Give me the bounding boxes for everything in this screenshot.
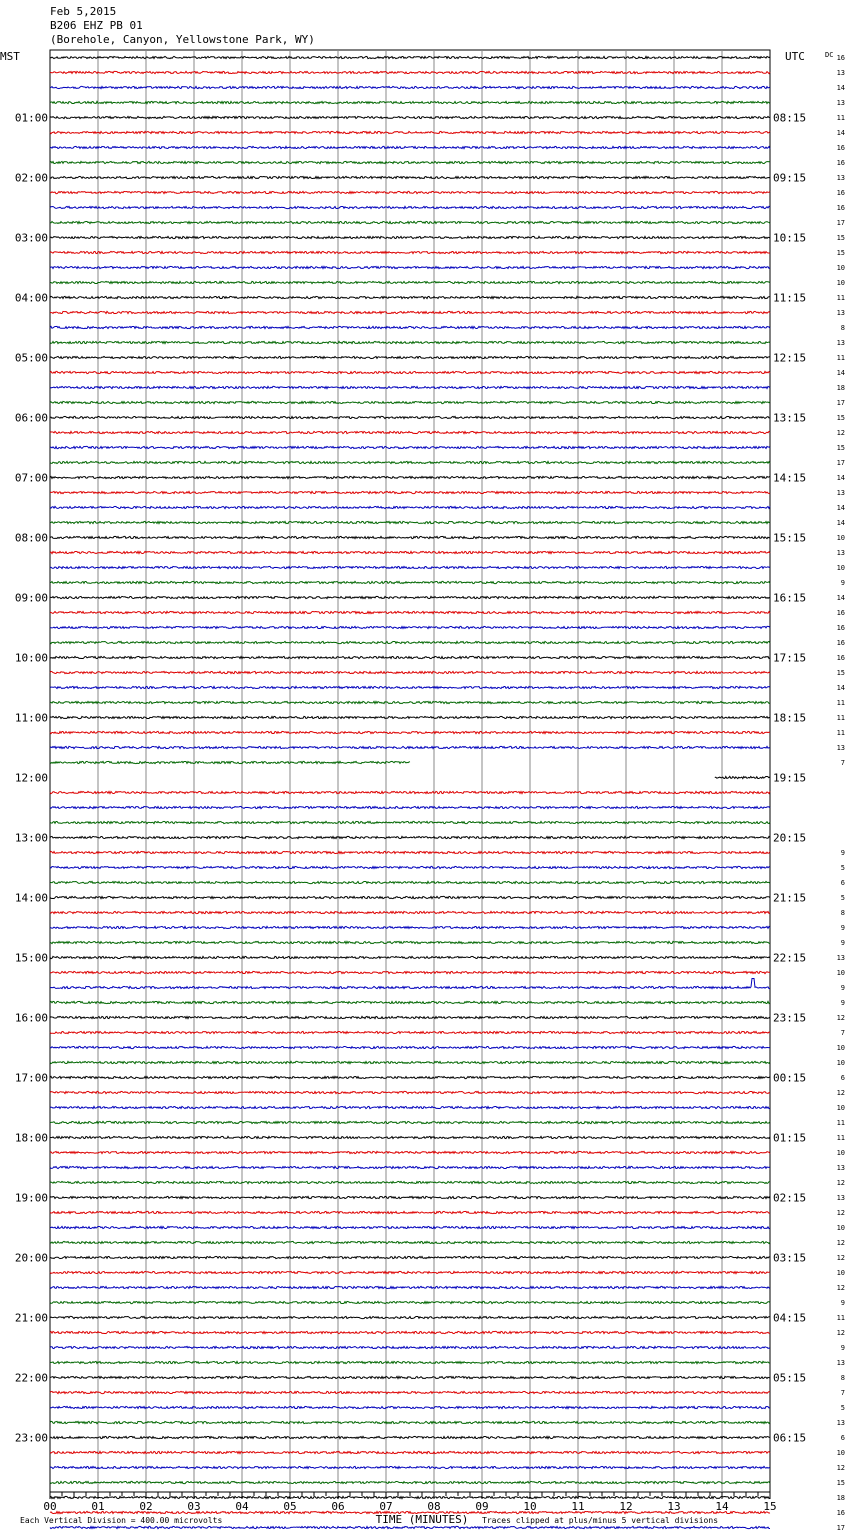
seismic-trace bbox=[50, 1331, 770, 1333]
seismic-trace bbox=[50, 341, 770, 343]
utc-hour-label: 14:15 bbox=[773, 471, 807, 485]
dc-offset-value: 10 bbox=[836, 1149, 845, 1157]
seismic-trace bbox=[50, 1211, 770, 1213]
mst-hour-label: 13:00 bbox=[14, 831, 48, 845]
dc-offset-value: 13 bbox=[836, 339, 845, 347]
seismic-trace bbox=[50, 1256, 770, 1258]
seismic-trace bbox=[50, 896, 770, 898]
seismic-trace bbox=[50, 1406, 770, 1408]
x-tick-label: 13 bbox=[667, 1500, 681, 1513]
dc-offset-value: 16 bbox=[836, 159, 845, 167]
dc-offset-value: 11 bbox=[836, 1314, 845, 1322]
utc-hour-label: 02:15 bbox=[773, 1191, 807, 1205]
dc-offset-value: 13 bbox=[836, 489, 845, 497]
utc-hour-label: 08:15 bbox=[773, 111, 807, 125]
dc-offset-value: 12 bbox=[836, 1254, 845, 1262]
mst-hour-label: 20:00 bbox=[14, 1251, 48, 1265]
seismic-trace bbox=[50, 1526, 770, 1528]
utc-hour-label: 03:15 bbox=[773, 1251, 807, 1265]
dc-offset-value: 11 bbox=[836, 354, 845, 362]
x-tick-label: 08 bbox=[427, 1500, 441, 1513]
mst-hour-label: 11:00 bbox=[14, 711, 48, 725]
x-tick-label: 14 bbox=[715, 1500, 729, 1513]
utc-hour-label: 19:15 bbox=[773, 771, 807, 785]
mst-hour-label: 15:00 bbox=[14, 951, 48, 965]
seismic-trace bbox=[50, 851, 770, 853]
seismic-trace bbox=[50, 716, 770, 718]
dc-offset-value: 11 bbox=[836, 729, 845, 737]
mst-hour-label: 16:00 bbox=[14, 1011, 48, 1025]
mst-hour-label: 18:00 bbox=[14, 1131, 48, 1145]
dc-offset-value: 16 bbox=[836, 144, 845, 152]
seismic-trace bbox=[50, 1301, 770, 1303]
seismic-trace bbox=[50, 1136, 770, 1138]
dc-offset-value: 15 bbox=[836, 669, 845, 677]
dc-offset-value: 16 bbox=[836, 54, 845, 62]
seismic-trace bbox=[50, 1361, 770, 1363]
seismic-trace bbox=[50, 281, 770, 283]
seismic-trace bbox=[50, 701, 770, 703]
dc-offset-value: 10 bbox=[836, 1449, 845, 1457]
seismic-trace bbox=[50, 116, 770, 118]
mst-hour-label: 05:00 bbox=[14, 351, 48, 365]
dc-offset-value: 17 bbox=[836, 1524, 845, 1532]
dc-offset-value: 6 bbox=[840, 1074, 845, 1082]
mst-hour-label: 04:00 bbox=[14, 291, 48, 305]
dc-offset-value: 9 bbox=[840, 1344, 845, 1352]
dc-offset-value: 13 bbox=[836, 549, 845, 557]
seismic-trace bbox=[50, 131, 770, 133]
seismic-trace bbox=[50, 431, 770, 433]
dc-offset-value: 12 bbox=[836, 1239, 845, 1247]
seismic-trace bbox=[50, 1346, 770, 1348]
dc-offset-value: 10 bbox=[836, 969, 845, 977]
dc-offset-value: 13 bbox=[836, 69, 845, 77]
dc-offset-value: 13 bbox=[836, 174, 845, 182]
dc-offset-value: 14 bbox=[836, 129, 845, 137]
mst-hour-label: 12:00 bbox=[14, 771, 48, 785]
seismic-trace bbox=[50, 1481, 770, 1483]
seismic-trace bbox=[50, 1016, 770, 1018]
utc-hour-label: 16:15 bbox=[773, 591, 807, 605]
utc-hour-label: 23:15 bbox=[773, 1011, 807, 1025]
dc-offset-value: 11 bbox=[836, 1119, 845, 1127]
mst-axis-label: MST bbox=[0, 50, 20, 63]
seismic-trace bbox=[50, 926, 770, 928]
mst-hour-label: 23:00 bbox=[14, 1431, 48, 1445]
dc-offset-value: 17 bbox=[836, 459, 845, 467]
seismic-trace bbox=[50, 101, 770, 103]
x-tick-label: 07 bbox=[379, 1500, 393, 1513]
seismic-trace bbox=[715, 776, 770, 778]
mst-hour-label: 17:00 bbox=[14, 1071, 48, 1085]
x-tick-label: 09 bbox=[475, 1500, 489, 1513]
seismic-trace bbox=[50, 236, 770, 238]
dc-offset-value: 8 bbox=[840, 324, 845, 332]
dc-offset-value: 17 bbox=[836, 219, 845, 227]
utc-hour-label: 11:15 bbox=[773, 291, 807, 305]
seismic-trace bbox=[50, 506, 770, 508]
seismic-trace bbox=[50, 956, 770, 958]
seismic-trace bbox=[50, 821, 770, 823]
x-tick-label: 00 bbox=[43, 1500, 57, 1513]
mst-hour-label: 14:00 bbox=[14, 891, 48, 905]
seismic-trace bbox=[50, 626, 770, 628]
mst-hour-label: 09:00 bbox=[14, 591, 48, 605]
seismic-trace bbox=[50, 521, 770, 523]
dc-offset-value: 14 bbox=[836, 474, 845, 482]
dc-offset-value: 9 bbox=[840, 999, 845, 1007]
dc-offset-value: 11 bbox=[836, 294, 845, 302]
utc-hour-label: 13:15 bbox=[773, 411, 807, 425]
dc-offset-value: 13 bbox=[836, 954, 845, 962]
dc-offset-value: 12 bbox=[836, 429, 845, 437]
dc-offset-value: 13 bbox=[836, 1359, 845, 1367]
dc-offset-value: 8 bbox=[840, 909, 845, 917]
station-location: (Borehole, Canyon, Yellowstone Park, WY) bbox=[50, 33, 315, 46]
seismic-trace bbox=[50, 1451, 770, 1453]
station-id: B206 EHZ PB 01 bbox=[50, 19, 143, 32]
seismic-trace bbox=[50, 671, 770, 673]
dc-offset-value: 11 bbox=[836, 1134, 845, 1142]
seismic-trace bbox=[50, 971, 770, 973]
dc-offset-value: 16 bbox=[836, 1509, 845, 1517]
utc-hour-label: 01:15 bbox=[773, 1131, 807, 1145]
seismic-trace bbox=[50, 1421, 770, 1423]
seismic-trace bbox=[50, 356, 770, 358]
dc-offset-value: 13 bbox=[836, 1194, 845, 1202]
dc-offset-value: 18 bbox=[836, 384, 845, 392]
mst-hour-label: 03:00 bbox=[14, 231, 48, 245]
dc-offset-value: 13 bbox=[836, 744, 845, 752]
seismic-trace bbox=[50, 146, 770, 148]
dc-offset-value: 15 bbox=[836, 249, 845, 257]
seismic-trace bbox=[50, 251, 770, 253]
x-tick-label: 05 bbox=[283, 1500, 297, 1513]
dc-offset-value: 16 bbox=[836, 204, 845, 212]
seismic-trace bbox=[50, 536, 770, 538]
dc-offset-value: 10 bbox=[836, 1059, 845, 1067]
seismic-trace bbox=[50, 686, 770, 688]
dc-offset-value: 11 bbox=[836, 714, 845, 722]
x-tick-label: 15 bbox=[763, 1500, 777, 1513]
dc-offset-value: 11 bbox=[836, 699, 845, 707]
dc-offset-value: 9 bbox=[840, 579, 845, 587]
utc-hour-label: 15:15 bbox=[773, 531, 807, 545]
seismic-trace bbox=[50, 656, 770, 658]
seismic-trace bbox=[50, 911, 770, 913]
seismic-trace bbox=[50, 1376, 770, 1378]
seismic-trace bbox=[50, 1076, 770, 1078]
dc-offset-value: 10 bbox=[836, 279, 845, 287]
dc-offset-value: 12 bbox=[836, 1179, 845, 1187]
seismic-trace bbox=[50, 596, 770, 598]
scale-note: Each Vertical Division = 400.00 microvolts bbox=[20, 1516, 223, 1525]
dc-label: DC bbox=[825, 51, 834, 59]
dc-offset-value: 14 bbox=[836, 84, 845, 92]
seismic-trace bbox=[50, 881, 770, 883]
dc-offset-value: 10 bbox=[836, 564, 845, 572]
dc-offset-value: 10 bbox=[836, 1224, 845, 1232]
seismic-trace bbox=[50, 221, 770, 223]
dc-offset-value: 12 bbox=[836, 1014, 845, 1022]
dc-offset-value: 12 bbox=[836, 1209, 845, 1217]
seismic-trace bbox=[50, 446, 770, 448]
seismic-trace bbox=[50, 416, 770, 418]
seismic-trace bbox=[50, 311, 770, 313]
seismic-trace bbox=[50, 611, 770, 613]
seismic-trace bbox=[50, 1121, 770, 1123]
seismic-trace bbox=[50, 176, 770, 178]
dc-offset-value: 12 bbox=[836, 1284, 845, 1292]
seismic-trace bbox=[50, 1271, 770, 1273]
seismic-trace bbox=[50, 1436, 770, 1438]
seismic-trace bbox=[50, 1316, 770, 1318]
plot-date: Feb 5,2015 bbox=[50, 5, 117, 18]
dc-offset-value: 12 bbox=[836, 1329, 845, 1337]
seismic-trace bbox=[50, 566, 770, 568]
mst-hour-label: 22:00 bbox=[14, 1371, 48, 1385]
seismic-trace bbox=[50, 1466, 770, 1468]
x-tick-label: 02 bbox=[139, 1500, 153, 1513]
seismic-trace bbox=[50, 581, 770, 583]
plot-frame bbox=[50, 50, 770, 1492]
seismic-trace bbox=[50, 1001, 770, 1003]
mst-hour-label: 21:00 bbox=[14, 1311, 48, 1325]
seismic-trace bbox=[50, 266, 770, 268]
utc-hour-label: 09:15 bbox=[773, 171, 807, 185]
utc-hour-label: 10:15 bbox=[773, 231, 807, 245]
seismic-trace bbox=[50, 551, 770, 553]
seismic-trace bbox=[50, 1226, 770, 1228]
x-tick-label: 10 bbox=[523, 1500, 537, 1513]
seismic-trace bbox=[50, 1196, 770, 1198]
clip-note: Traces clipped at plus/minus 5 vertical divisions bbox=[482, 1516, 719, 1525]
seismic-trace bbox=[50, 1091, 770, 1093]
dc-offset-value: 13 bbox=[836, 99, 845, 107]
seismic-trace bbox=[50, 1181, 770, 1183]
dc-offset-value: 9 bbox=[840, 984, 845, 992]
utc-hour-label: 18:15 bbox=[773, 711, 807, 725]
x-tick-label: 06 bbox=[331, 1500, 345, 1513]
x-tick-label: 11 bbox=[571, 1500, 585, 1513]
seismic-trace bbox=[50, 161, 770, 163]
utc-hour-label: 12:15 bbox=[773, 351, 807, 365]
x-tick-label: 01 bbox=[91, 1500, 105, 1513]
seismic-trace bbox=[50, 866, 770, 868]
dc-offset-value: 9 bbox=[840, 939, 845, 947]
seismic-trace bbox=[50, 1241, 770, 1243]
dc-offset-value: 6 bbox=[840, 879, 845, 887]
seismic-trace bbox=[50, 1106, 770, 1108]
dc-offset-value: 14 bbox=[836, 684, 845, 692]
dc-offset-value: 9 bbox=[840, 849, 845, 857]
seismic-trace bbox=[50, 1391, 770, 1393]
mst-hour-label: 02:00 bbox=[14, 171, 48, 185]
dc-offset-value: 15 bbox=[836, 234, 845, 242]
seismic-trace bbox=[50, 326, 770, 328]
dc-offset-value: 15 bbox=[836, 444, 845, 452]
seismic-trace bbox=[50, 461, 770, 463]
seismic-trace bbox=[50, 1496, 770, 1498]
seismic-trace bbox=[50, 491, 770, 493]
seismic-trace bbox=[50, 1166, 770, 1168]
dc-offset-value: 11 bbox=[836, 114, 845, 122]
dc-offset-value: 16 bbox=[836, 654, 845, 662]
dc-offset-value: 10 bbox=[836, 1104, 845, 1112]
dc-offset-value: 5 bbox=[840, 1404, 845, 1412]
dc-offset-value: 7 bbox=[840, 1389, 845, 1397]
dc-offset-value: 6 bbox=[840, 1434, 845, 1442]
x-tick-label: 03 bbox=[187, 1500, 201, 1513]
seismic-trace bbox=[50, 1286, 770, 1288]
dc-offset-value: 13 bbox=[836, 309, 845, 317]
dc-offset-value: 10 bbox=[836, 1044, 845, 1052]
seismic-trace bbox=[50, 641, 770, 643]
seismic-trace bbox=[50, 806, 770, 808]
utc-hour-label: 21:15 bbox=[773, 891, 807, 905]
mst-hour-label: 06:00 bbox=[14, 411, 48, 425]
x-tick-label: 04 bbox=[235, 1500, 249, 1513]
seismic-trace bbox=[50, 979, 770, 989]
seismic-trace bbox=[50, 1046, 770, 1048]
dc-offset-value: 16 bbox=[836, 639, 845, 647]
seismic-trace bbox=[50, 731, 770, 733]
seismic-trace bbox=[50, 386, 770, 388]
mst-hour-label: 01:00 bbox=[14, 111, 48, 125]
utc-hour-label: 04:15 bbox=[773, 1311, 807, 1325]
utc-hour-label: 22:15 bbox=[773, 951, 807, 965]
seismic-trace bbox=[50, 791, 770, 793]
seismic-trace bbox=[50, 761, 410, 763]
dc-offset-value: 17 bbox=[836, 399, 845, 407]
utc-hour-label: 20:15 bbox=[773, 831, 807, 845]
mst-hour-label: 08:00 bbox=[14, 531, 48, 545]
dc-offset-value: 16 bbox=[836, 189, 845, 197]
dc-offset-value: 12 bbox=[836, 1089, 845, 1097]
seismic-trace bbox=[50, 191, 770, 193]
mst-hour-label: 19:00 bbox=[14, 1191, 48, 1205]
seismic-trace bbox=[50, 206, 770, 208]
seismic-trace bbox=[50, 71, 770, 73]
seismic-trace bbox=[50, 476, 770, 478]
seismic-trace bbox=[50, 746, 770, 748]
dc-offset-value: 14 bbox=[836, 369, 845, 377]
seismic-trace bbox=[50, 1151, 770, 1153]
utc-axis-label: UTC bbox=[785, 50, 805, 63]
dc-offset-value: 7 bbox=[840, 1029, 845, 1037]
utc-hour-label: 05:15 bbox=[773, 1371, 807, 1385]
dc-offset-value: 14 bbox=[836, 519, 845, 527]
dc-offset-value: 10 bbox=[836, 534, 845, 542]
x-tick-label: 12 bbox=[619, 1500, 633, 1513]
dc-offset-value: 8 bbox=[840, 1374, 845, 1382]
dc-offset-value: 7 bbox=[840, 759, 845, 767]
seismic-trace bbox=[50, 56, 770, 58]
seismic-trace bbox=[50, 1061, 770, 1063]
dc-offset-value: 15 bbox=[836, 1479, 845, 1487]
seismic-trace bbox=[50, 401, 770, 403]
seismic-trace bbox=[50, 296, 770, 298]
seismic-trace bbox=[50, 836, 770, 838]
dc-offset-value: 15 bbox=[836, 414, 845, 422]
dc-offset-value: 5 bbox=[840, 894, 845, 902]
dc-offset-value: 18 bbox=[836, 1494, 845, 1502]
dc-offset-value: 14 bbox=[836, 594, 845, 602]
seismic-trace bbox=[50, 371, 770, 373]
utc-hour-label: 17:15 bbox=[773, 651, 807, 665]
dc-offset-value: 13 bbox=[836, 1164, 845, 1172]
dc-offset-value: 14 bbox=[836, 504, 845, 512]
dc-offset-value: 10 bbox=[836, 264, 845, 272]
mst-hour-label: 10:00 bbox=[14, 651, 48, 665]
dc-offset-value: 13 bbox=[836, 1419, 845, 1427]
utc-hour-label: 06:15 bbox=[773, 1431, 807, 1445]
seismic-trace bbox=[50, 1031, 770, 1033]
seismic-trace bbox=[50, 941, 770, 943]
dc-offset-value: 9 bbox=[840, 924, 845, 932]
seismic-trace bbox=[50, 86, 770, 88]
dc-offset-value: 16 bbox=[836, 624, 845, 632]
x-axis-title: TIME (MINUTES) bbox=[375, 1513, 469, 1526]
mst-hour-label: 07:00 bbox=[14, 471, 48, 485]
dc-offset-value: 5 bbox=[840, 864, 845, 872]
utc-hour-label: 00:15 bbox=[773, 1071, 807, 1085]
dc-offset-value: 16 bbox=[836, 609, 845, 617]
dc-offset-value: 9 bbox=[840, 1299, 845, 1307]
dc-offset-value: 10 bbox=[836, 1269, 845, 1277]
dc-offset-value: 12 bbox=[836, 1464, 845, 1472]
